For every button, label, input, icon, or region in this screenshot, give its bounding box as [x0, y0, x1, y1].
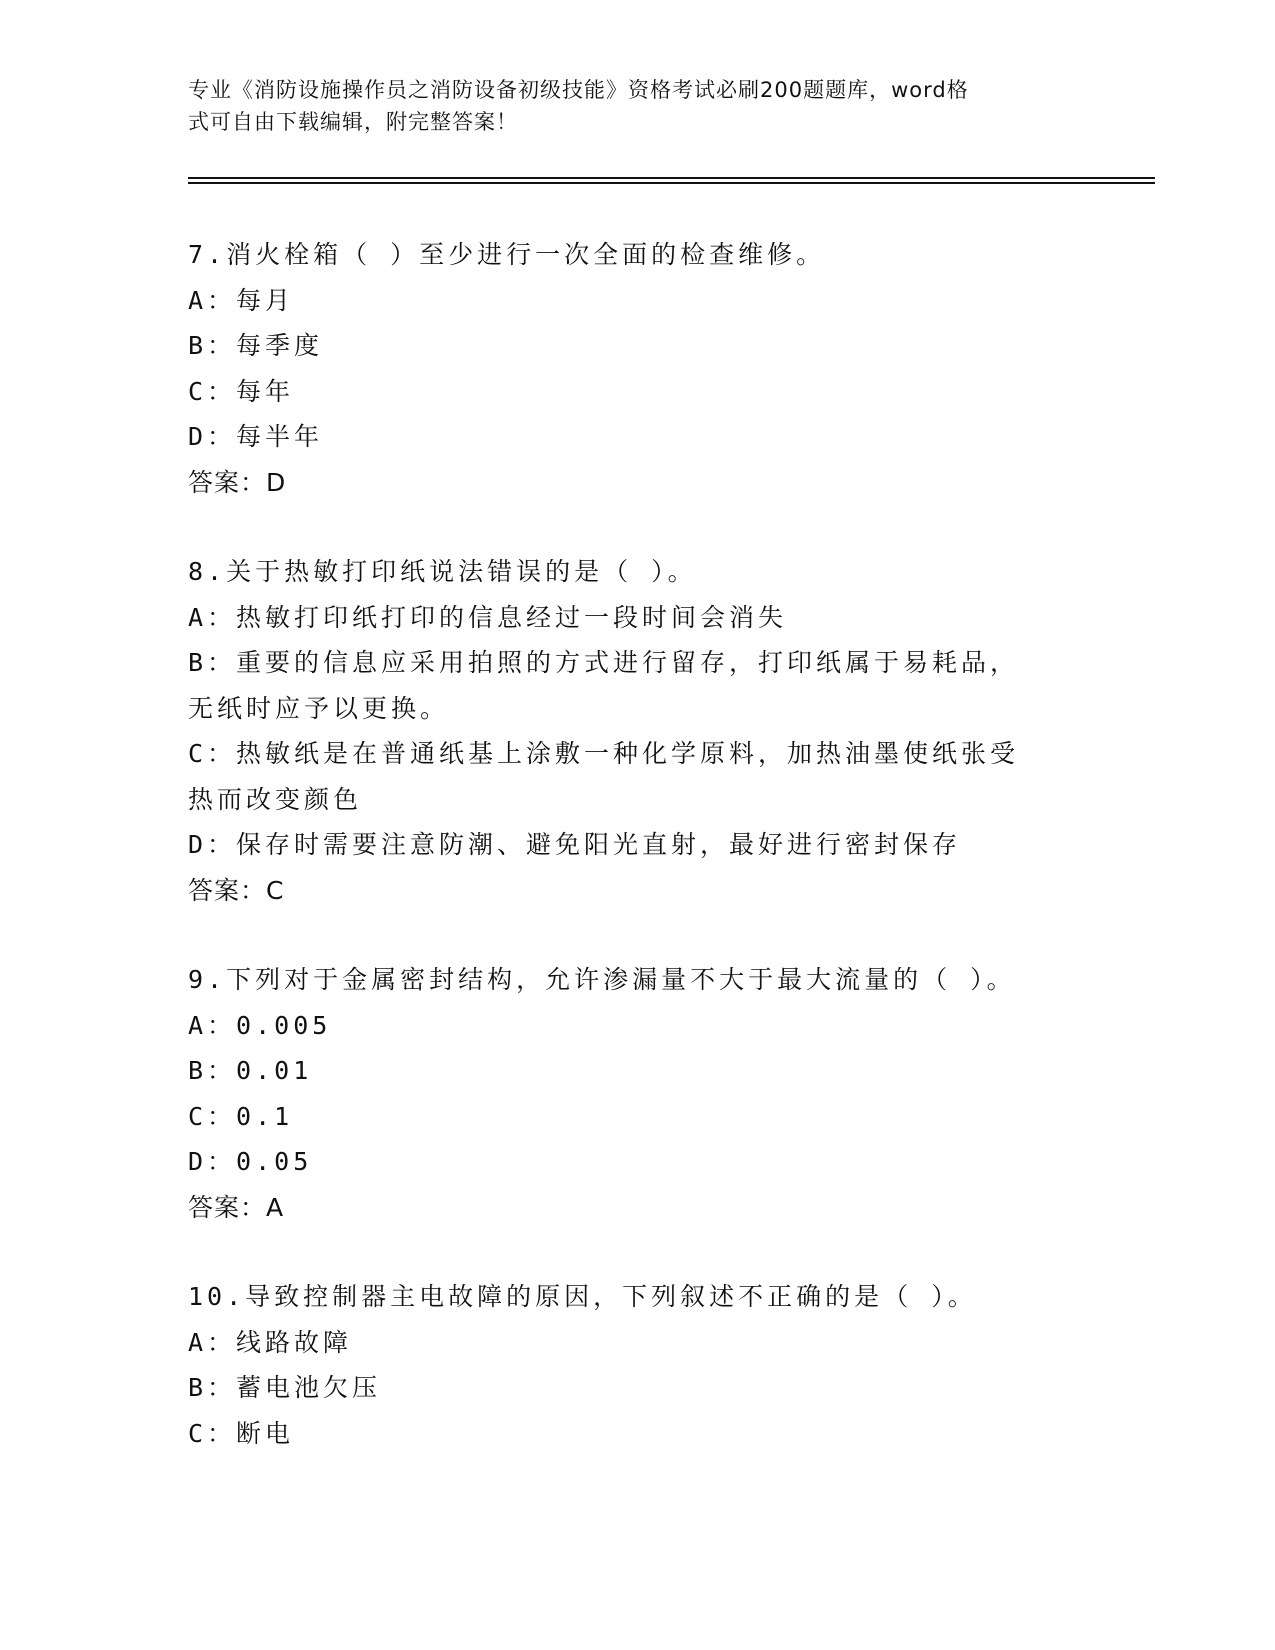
header-divider-top	[188, 177, 1155, 179]
question-stem: 8.关于热敏打印纸说法错误的是（ ）。	[188, 557, 697, 586]
answer: 答案：D	[188, 467, 287, 497]
header-line-2: 式可自由下载编辑，附完整答案！	[188, 110, 518, 134]
question-7	[188, 232, 1088, 505]
question-9	[188, 957, 1088, 1230]
option-b: B：蓄电池欠压	[188, 1373, 382, 1402]
answer: 答案：C	[188, 875, 285, 905]
question-stem: 9.下列对于金属密封结构，允许渗漏量不大于最大流量的（ ）。	[188, 965, 1016, 994]
document-header	[188, 74, 1088, 138]
option-b: B：每季度	[188, 331, 324, 360]
option-b: B：重要的信息应采用拍照的方式进行留存，打印纸属于易耗品，无纸时应予以更换。	[188, 648, 1020, 723]
question-stem: 7.消火栓箱（ ）至少进行一次全面的检查维修。	[188, 240, 826, 269]
header-divider-bottom	[188, 182, 1155, 184]
option-d: D：0.05	[188, 1147, 313, 1176]
option-a: A：每月	[188, 285, 295, 315]
option-d: D：每半年	[188, 422, 324, 451]
option-d: D：保存时需要注意防潮、避免阳光直射，最好进行密封保存	[188, 830, 962, 859]
question-list	[188, 232, 1088, 1500]
option-a: A：线路故障	[188, 1327, 353, 1357]
question-stem: 10.导致控制器主电故障的原因，下列叙述不正确的是（ ）。	[188, 1282, 977, 1311]
option-c: C：热敏纸是在普通纸基上涂敷一种化学原料，加热油墨使纸张受热而改变颜色	[188, 739, 1020, 814]
option-a: A：热敏打印纸打印的信息经过一段时间会消失	[188, 602, 788, 632]
header-line-1: 专业《消防设施操作员之消防设备初级技能》资格考试必刷200题题库，word格	[188, 78, 969, 102]
option-c: C：每年	[188, 376, 295, 406]
option-a: A：0.005	[188, 1010, 332, 1040]
option-b: B：0.01	[188, 1056, 313, 1085]
option-c: C：断电	[188, 1418, 295, 1448]
option-c: C：0.1	[188, 1101, 294, 1131]
question-10	[188, 1274, 1088, 1456]
answer: 答案：A	[188, 1192, 285, 1222]
question-8	[188, 549, 1088, 913]
